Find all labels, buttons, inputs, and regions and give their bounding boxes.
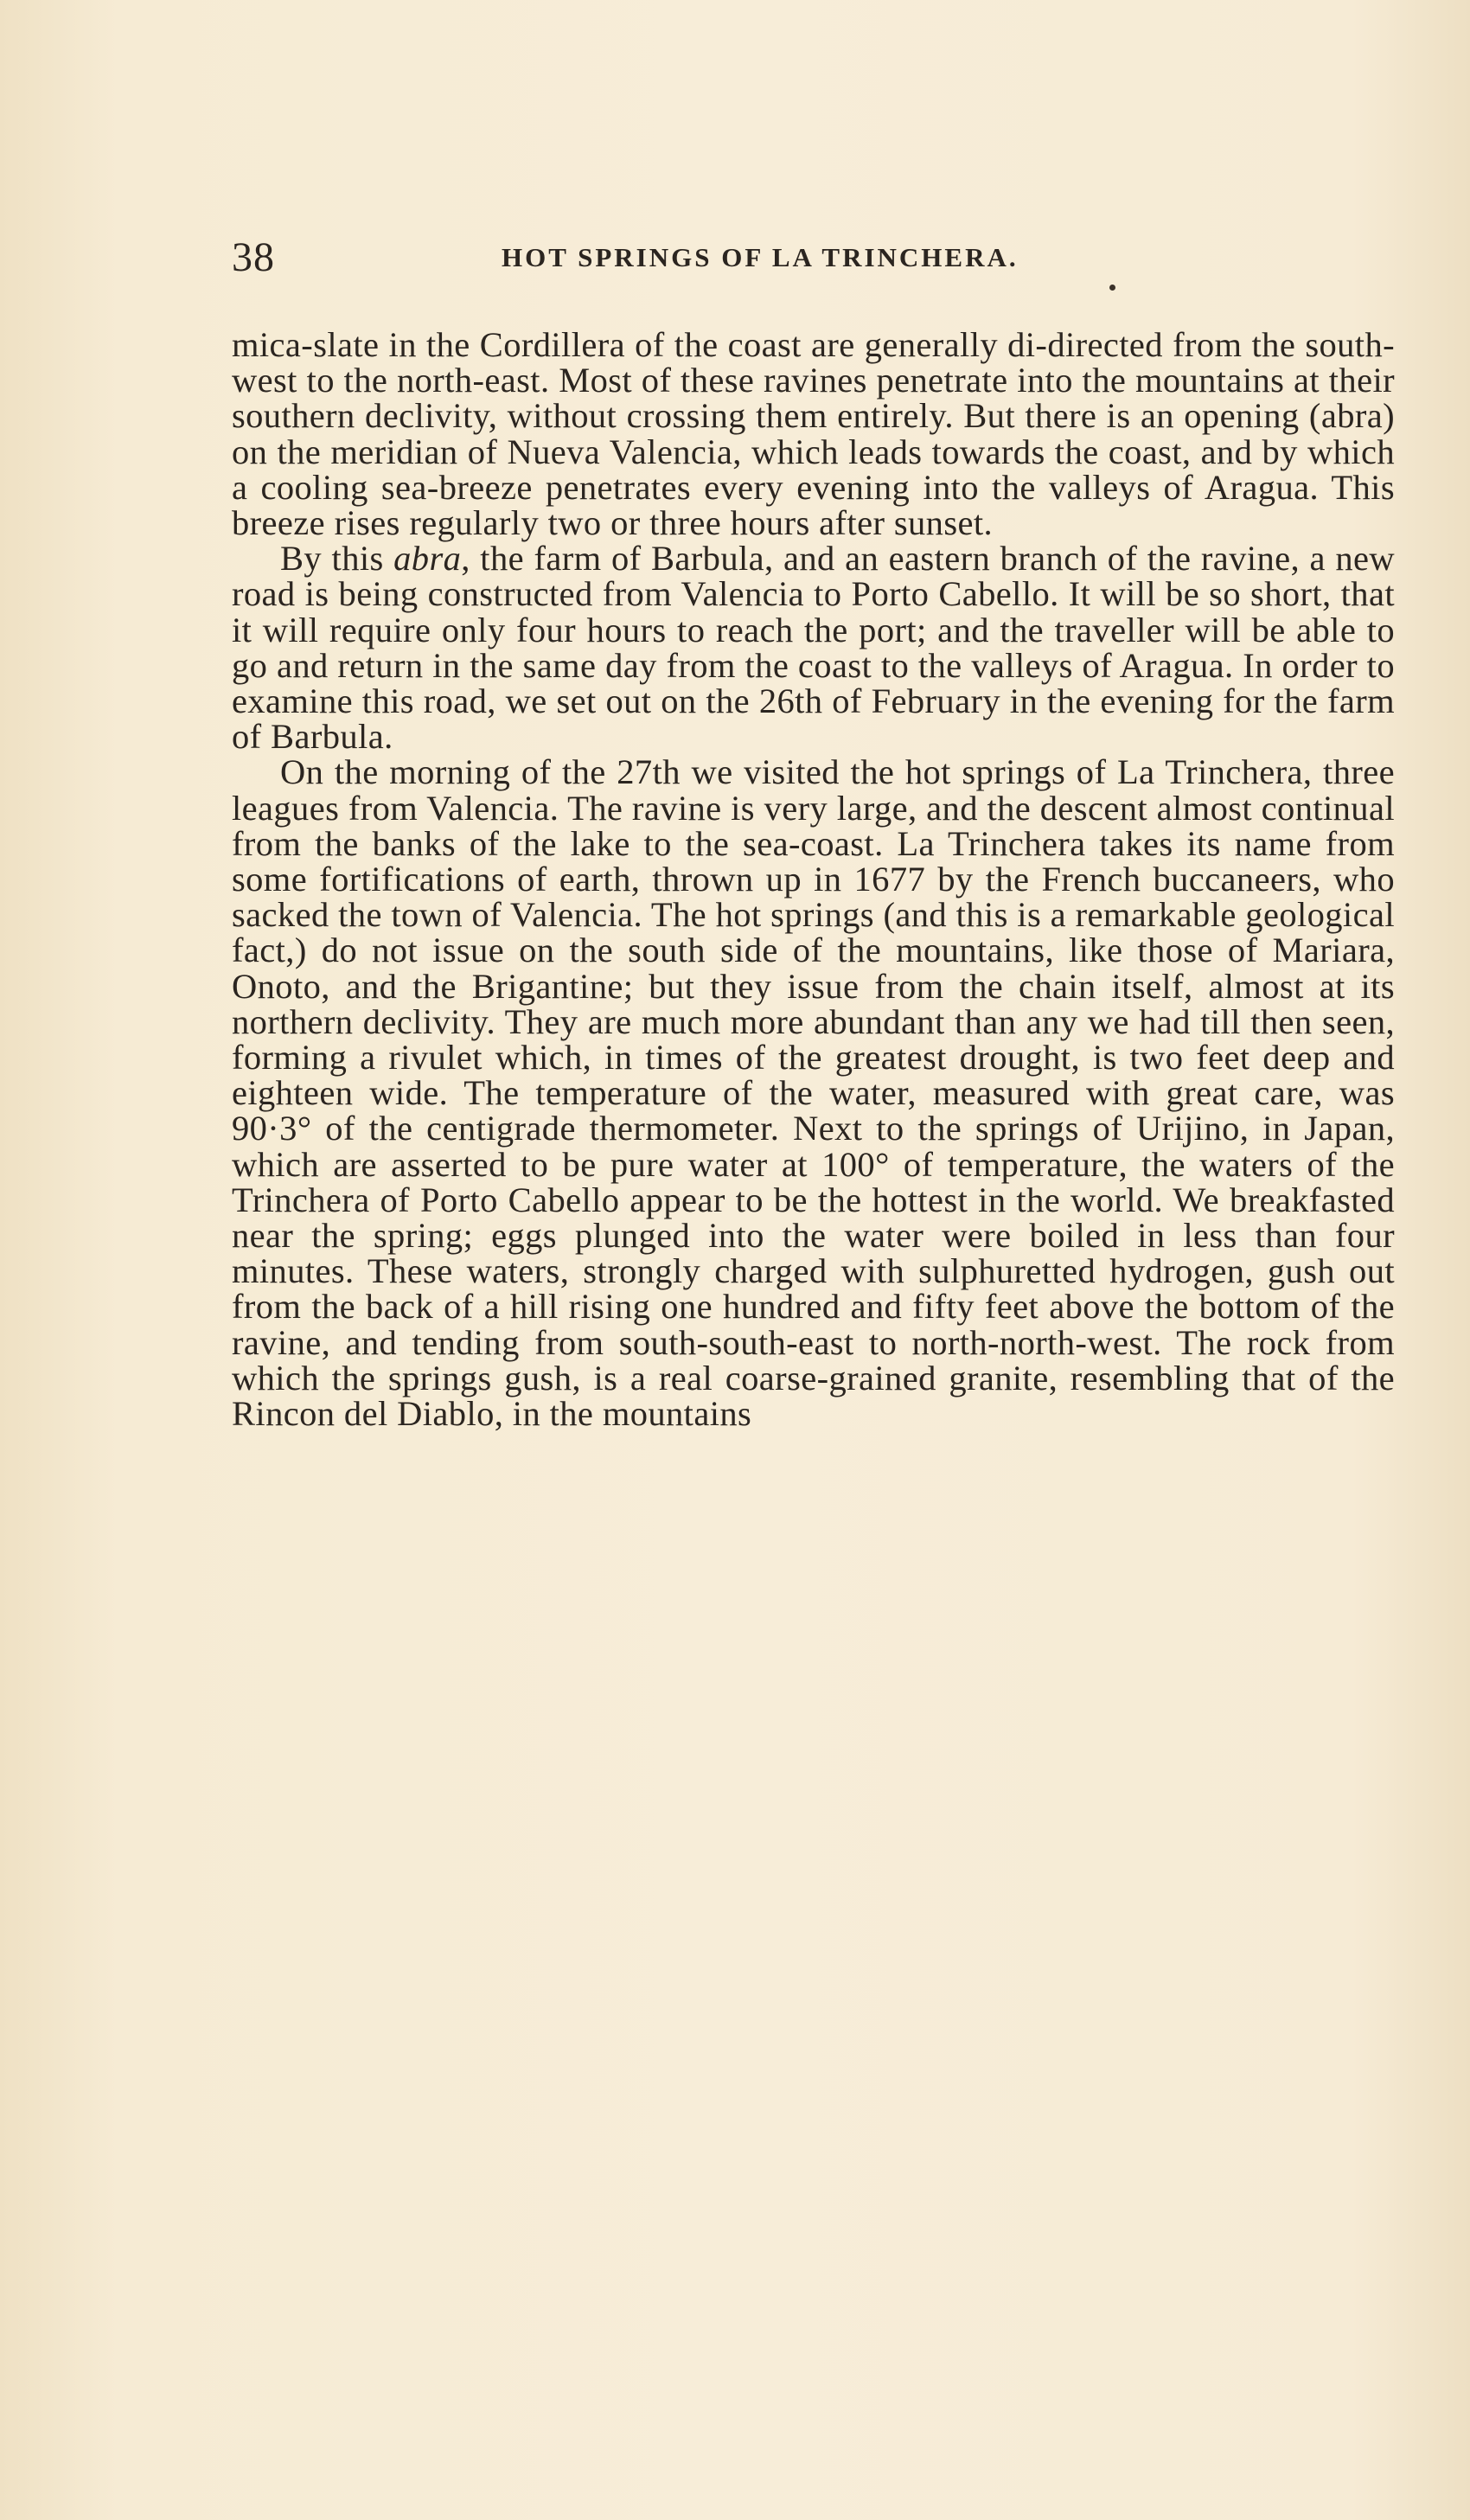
running-head: HOT SPRINGS OF LA TRINCHERA. bbox=[502, 242, 1019, 272]
body-text bbox=[232, 325, 1396, 1434]
paragraph-3: On the morning of the 27th we visited the hot springs of La Trinchera, three leagues from Valencia. The ravine is very large, and the descent almost continual from the banks of the lake to the sea-coast. La Trinchera takes its name from some fortifications of earth, thrown up in 1677 by the French buccaneers, who sacked the town of Valencia. The hot springs (and this is a remarkable geological fact,) do not issue on the south side of the mountains, like those of Mariara, Onoto, and the Brigantine; but they issue from the chain itself, almost at its northern declivity. They are much more abundant than any we had till then seen, forming a rivulet which, in times of the greatest drought, is two feet deep and eighteen wide. The temperature of the water, measured with great care, was 90·3° of the centigrade thermometer. Next to the springs of Urijino, in Japan, which are asserted to be pure water at 100° of temperature, the waters of the Trinchera of Porto Cabello appear to be the hottest in the world. We breakfasted near the spring; eggs plunged into the water were boiled in less than four minutes. These waters, strongly charged with sulphuretted hydrogen, gush out from the back of a hill rising one hundred and fifty feet above the bottom of the ravine, and tending from south-south-east to north-north-west. The rock from which the springs gush, is a real coarse-grained granite, resembling that of the Rincon del Diablo, in the mountains bbox=[232, 752, 1395, 1434]
page-header bbox=[232, 232, 1395, 284]
paragraph-2 bbox=[232, 539, 1396, 757]
paragraph-1: mica-slate in the Cordillera of the coast are generally di-directed from the south-west to the north-east. Most of these ravines penetrate into the mountains at their southern declivity, without crossing them entirely. But there is an opening (abra) on the meridian of Nueva Valencia, which leads towards the coast, and by which a cooling sea-breeze penetrates every evening into the valleys of Aragua. This breeze rises regularly two or three hours after sunset. bbox=[232, 325, 1395, 543]
paragraph-2-italic-abra: abra bbox=[393, 539, 462, 579]
page-number: 38 bbox=[232, 234, 275, 280]
paragraph-2-rest: , the farm of Barbula, and an eastern branch of the ravine, a new road is being constructed from Valencia to Porto Cabello. It will be so short, that it will require only four hours to reach the port; and the traveller will be able to go and return in the same day from the coast to the valleys of Aragua. In order to examine this road, we set out on the 26th of February in the evening for the farm of Barbula. bbox=[232, 539, 1396, 757]
paragraph-2-start: By this bbox=[280, 539, 394, 579]
printer-mark bbox=[1109, 285, 1115, 291]
